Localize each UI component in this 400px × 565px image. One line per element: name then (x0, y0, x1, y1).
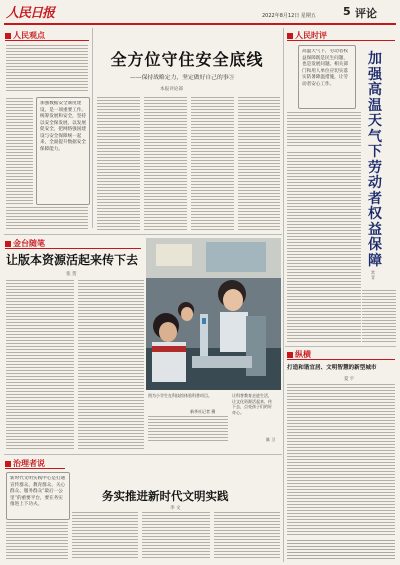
pull-quote-right (298, 45, 356, 109)
right-footer-lines (287, 540, 395, 560)
photo-caption: 图为小学生在科技馆体验科普项目。 (148, 393, 212, 398)
middle-article-byline: 张 贺 (66, 272, 77, 277)
column-separator-left (92, 28, 93, 228)
bottom-body-col-4 (214, 512, 280, 560)
section-label-renmin-shiping: 人民时评 (287, 30, 327, 41)
lead-body-col-1 (97, 97, 140, 231)
section-marker-icon (5, 461, 11, 467)
body-text-block (6, 98, 33, 204)
section-label-zhili-zheshuo: 治理者说 (5, 458, 45, 469)
masthead-logo: 人民日报 (6, 6, 55, 21)
pull-quote-bottom (6, 472, 70, 520)
middle-body-col-1 (6, 280, 74, 450)
page-section: 评论 (355, 7, 377, 20)
bottom-article-byline: 李 文 (170, 506, 181, 511)
lead-article-title: 全方位守住安全底线 (110, 50, 264, 69)
pull-quote-top (36, 97, 90, 205)
section-label-jintai-suibi: 金台随笔 (5, 238, 45, 249)
section-marker-icon (287, 33, 293, 39)
lead-article-byline: 本报评论部 (160, 87, 183, 92)
section-marker-icon (5, 241, 11, 247)
column-separator-right (283, 28, 284, 562)
lead-body-col-3 (191, 97, 234, 231)
body-text-block (6, 45, 88, 93)
right-headline-text: 加强高温天气下劳动者权益保障 (368, 51, 382, 269)
pull-quote-text: 高温天气下，劳动者权益保障既是民生问题，也是发展问题。相关部门和用人单位应切实落实防暑降温措施，让劳动者安心工作。 (302, 49, 348, 87)
section-rule (5, 468, 65, 469)
section-rule (5, 40, 89, 41)
section-marker-icon (287, 352, 293, 358)
photo-side-note: 让科普教育走进生活，让文化资源活起来、传下去，点亮孩子们的好奇心。 (232, 393, 272, 415)
right-body-block (362, 290, 396, 342)
section-divider (285, 346, 396, 347)
lead-body-col-4 (238, 97, 280, 231)
right-bottom-title: 打造和谐宜居、文明智慧的新型城市 (287, 365, 377, 371)
photo-side-byline: 陈 卫 (266, 437, 276, 442)
masthead-date: 2022年8月12日 星期五 (262, 13, 316, 19)
page-number: 5 (343, 5, 351, 18)
middle-article-title: 让版本资源活起来传下去 (6, 253, 139, 267)
bottom-body-col-3 (142, 512, 210, 560)
caption-lines (148, 416, 228, 442)
photo-credit: 新华社记者 摄 (190, 409, 216, 414)
right-bottom-byline: 夏 宇 (344, 377, 355, 382)
section-label-renmin-guandian: 人民观点 (5, 30, 45, 41)
masthead (0, 0, 400, 24)
section-rule (287, 359, 395, 360)
right-bottom-body (287, 384, 395, 536)
section-divider (4, 234, 282, 235)
lead-body-col-2 (144, 97, 187, 231)
body-text-block (6, 207, 88, 231)
news-photo (146, 238, 281, 390)
masthead-rule (4, 23, 396, 25)
right-byline: 常 青 (371, 270, 375, 280)
right-body-block (287, 152, 361, 342)
section-marker-icon (5, 33, 11, 39)
pull-quote-text: 加强数据安全制度建设，是一项重要工作。统筹发展和安全，坚持以安全保发展、以发展促安全，把网络强国建设与安全保障统一起来，全面提升数据安全保障能力。 (40, 101, 86, 152)
section-label-zongheng: 纵横 (287, 349, 311, 360)
right-body-block (287, 112, 361, 148)
section-rule (5, 248, 141, 249)
bottom-body-col-2 (72, 512, 138, 560)
pull-quote-text: 新时代文明实践中心是打通宣传群众、教育群众、关心群众、服务群众“最后一公里”的重要平台，要在务实推进上下功夫。 (10, 476, 66, 507)
section-rule (287, 40, 395, 41)
section-divider (4, 454, 282, 455)
middle-body-col-2 (78, 280, 144, 450)
bottom-article-title: 务实推进新时代文明实践 (102, 489, 229, 503)
right-headline (368, 52, 390, 269)
lead-article-subtitle: ——保持战略定力，坚定做好自己的事③ (130, 75, 235, 81)
classroom-photo-illustration (146, 238, 281, 390)
bottom-body-col-1 (6, 522, 68, 560)
